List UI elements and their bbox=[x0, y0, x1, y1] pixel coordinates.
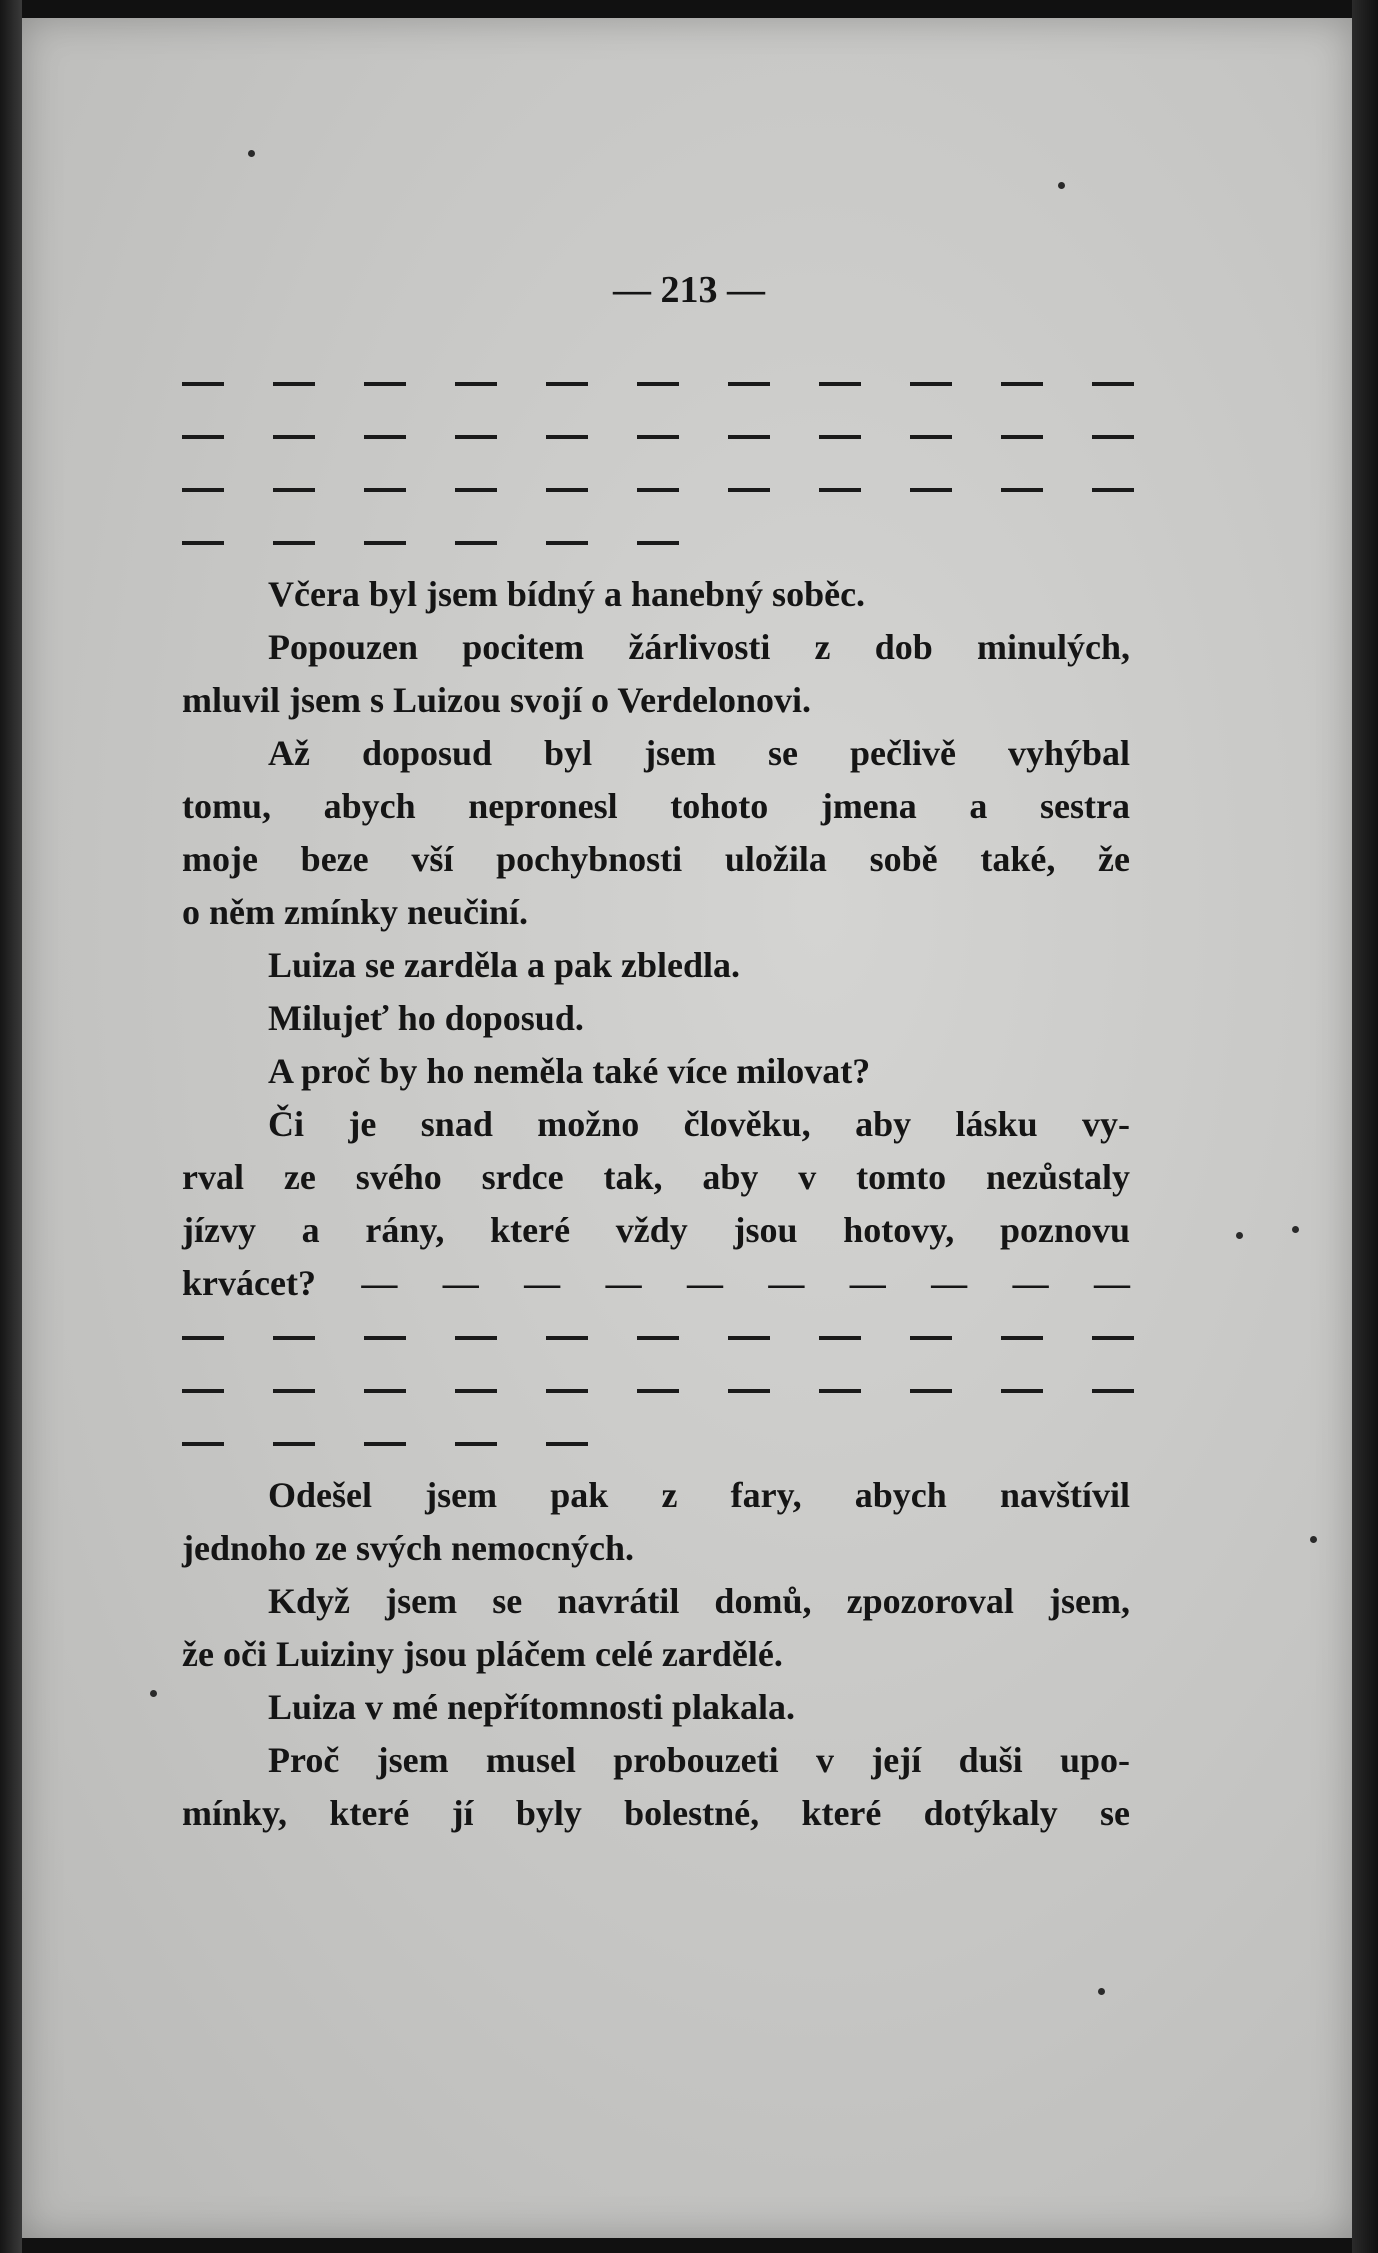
separator-dash bbox=[182, 1442, 224, 1446]
separator-dash bbox=[273, 435, 315, 439]
ink-speck bbox=[1292, 1226, 1299, 1233]
separator-dash bbox=[819, 488, 861, 492]
page-number: — 213 — bbox=[613, 269, 765, 311]
separator-dash bbox=[546, 1336, 588, 1340]
separator-dash-row bbox=[182, 462, 1130, 515]
separator-dash bbox=[364, 541, 406, 545]
separator-dash bbox=[546, 488, 588, 492]
page-edge-left bbox=[0, 0, 22, 2253]
text-line: Proč jsem musel probouzeti v její duši upo- bbox=[268, 1740, 1130, 1780]
separator-dash bbox=[1001, 382, 1043, 386]
text-line: Když jsem se navrátil domů, zpozoroval jsem, bbox=[268, 1581, 1130, 1621]
separator-dash bbox=[1092, 435, 1134, 439]
separator-dash-row bbox=[182, 356, 1130, 409]
text-line: Popouzen pocitem žárlivosti z dob minulých, bbox=[268, 627, 1130, 667]
separator-dash bbox=[1092, 1336, 1134, 1340]
separator-dash bbox=[819, 1336, 861, 1340]
page-edge-right bbox=[1352, 0, 1378, 2253]
separator-dash bbox=[546, 1442, 588, 1446]
page-text bbox=[182, 356, 1130, 1840]
separator-dash bbox=[273, 541, 315, 545]
separator-dash bbox=[273, 1442, 315, 1446]
separator-dash bbox=[455, 1389, 497, 1393]
text-line: mluvil jsem s Luizou svojí o Verdelonovi. bbox=[182, 680, 812, 720]
separator-dash bbox=[637, 382, 679, 386]
separator-dash bbox=[910, 435, 952, 439]
text-line: Milujeť ho doposud. bbox=[268, 998, 584, 1038]
separator-dash bbox=[182, 435, 224, 439]
text-line: Či je snad možno člověku, aby lásku vy- bbox=[268, 1104, 1130, 1144]
separator-dash bbox=[364, 1336, 406, 1340]
text-line: mínky, které jí byly bolestné, které dotýkaly se bbox=[182, 1793, 1130, 1833]
ink-speck bbox=[248, 150, 255, 157]
separator-dash-row bbox=[182, 409, 1130, 462]
separator-dash bbox=[546, 435, 588, 439]
separator-dash bbox=[182, 382, 224, 386]
separator-dash bbox=[1001, 435, 1043, 439]
text-line: moje beze vší pochybnosti uložila sobě také, že bbox=[182, 839, 1130, 879]
separator-dash bbox=[455, 382, 497, 386]
separator-dash bbox=[182, 1389, 224, 1393]
text-line: jízvy a rány, které vždy jsou hotovy, poznovu bbox=[182, 1210, 1130, 1250]
text-line: Až doposud byl jsem se pečlivě vyhýbal bbox=[268, 733, 1130, 773]
separator-dash bbox=[455, 541, 497, 545]
separator-dash bbox=[910, 488, 952, 492]
separator-dash bbox=[819, 382, 861, 386]
text-line: jednoho ze svých nemocných. bbox=[182, 1528, 634, 1568]
ink-speck bbox=[1058, 182, 1065, 189]
separator-dash bbox=[910, 1336, 952, 1340]
separator-dash bbox=[182, 541, 224, 545]
separator-dash bbox=[182, 488, 224, 492]
text-line: Luiza se zarděla a pak zbledla. bbox=[268, 945, 741, 985]
ink-speck bbox=[1310, 1536, 1317, 1543]
ink-speck bbox=[1098, 1988, 1105, 1995]
separator-dash bbox=[273, 1389, 315, 1393]
text-line: krvácet? — — — — — — — — — — bbox=[182, 1263, 1130, 1303]
separator-dash bbox=[1001, 1389, 1043, 1393]
separator-dash bbox=[273, 488, 315, 492]
separator-dash bbox=[637, 1336, 679, 1340]
separator-dash-row bbox=[182, 1310, 1130, 1363]
separator-dash bbox=[1092, 382, 1134, 386]
separator-dash bbox=[1092, 488, 1134, 492]
separator-dash bbox=[546, 382, 588, 386]
separator-dash bbox=[273, 1336, 315, 1340]
separator-dash bbox=[910, 382, 952, 386]
separator-dash bbox=[455, 1336, 497, 1340]
separator-dash bbox=[910, 1389, 952, 1393]
separator-dash bbox=[182, 1336, 224, 1340]
separator-dash bbox=[364, 1442, 406, 1446]
text-line: Včera byl jsem bídný a hanebný soběc. bbox=[268, 574, 866, 614]
separator-dash bbox=[728, 382, 770, 386]
text-line: A proč by ho neměla také více milovat? bbox=[268, 1051, 871, 1091]
separator-dash bbox=[455, 435, 497, 439]
separator-dash bbox=[819, 435, 861, 439]
separator-dash bbox=[1001, 1336, 1043, 1340]
text-line: o něm zmínky neučiní. bbox=[182, 892, 529, 932]
separator-dash bbox=[637, 435, 679, 439]
separator-dash bbox=[1092, 1389, 1134, 1393]
separator-dash-row bbox=[182, 1363, 1130, 1416]
text-line: rval ze svého srdce tak, aby v tomto nezůstaly bbox=[182, 1157, 1130, 1197]
ink-speck bbox=[150, 1690, 157, 1697]
separator-dash bbox=[364, 382, 406, 386]
separator-dash bbox=[364, 435, 406, 439]
separator-dash bbox=[546, 541, 588, 545]
text-line: Odešel jsem pak z fary, abych navštívil bbox=[268, 1475, 1130, 1515]
text-line: Luiza v mé nepřítomnosti plakala. bbox=[268, 1687, 796, 1727]
separator-dash bbox=[637, 1389, 679, 1393]
text-line: že oči Luiziny jsou pláčem celé zardělé. bbox=[182, 1634, 783, 1674]
separator-dash bbox=[819, 1389, 861, 1393]
separator-dash bbox=[455, 1442, 497, 1446]
separator-dash bbox=[637, 488, 679, 492]
separator-dash bbox=[364, 1389, 406, 1393]
separator-dash bbox=[273, 382, 315, 386]
separator-dash-row bbox=[182, 515, 1130, 568]
separator-dash-row bbox=[182, 1416, 1130, 1469]
ink-speck bbox=[1236, 1232, 1243, 1239]
separator-dash bbox=[1001, 488, 1043, 492]
separator-dash bbox=[728, 1336, 770, 1340]
separator-dash bbox=[455, 488, 497, 492]
separator-dash bbox=[364, 488, 406, 492]
separator-dash bbox=[637, 541, 679, 545]
separator-dash bbox=[728, 435, 770, 439]
separator-dash bbox=[728, 1389, 770, 1393]
separator-dash bbox=[728, 488, 770, 492]
separator-dash bbox=[546, 1389, 588, 1393]
text-line: tomu, abych nepronesl tohoto jmena a sestra bbox=[182, 786, 1130, 826]
